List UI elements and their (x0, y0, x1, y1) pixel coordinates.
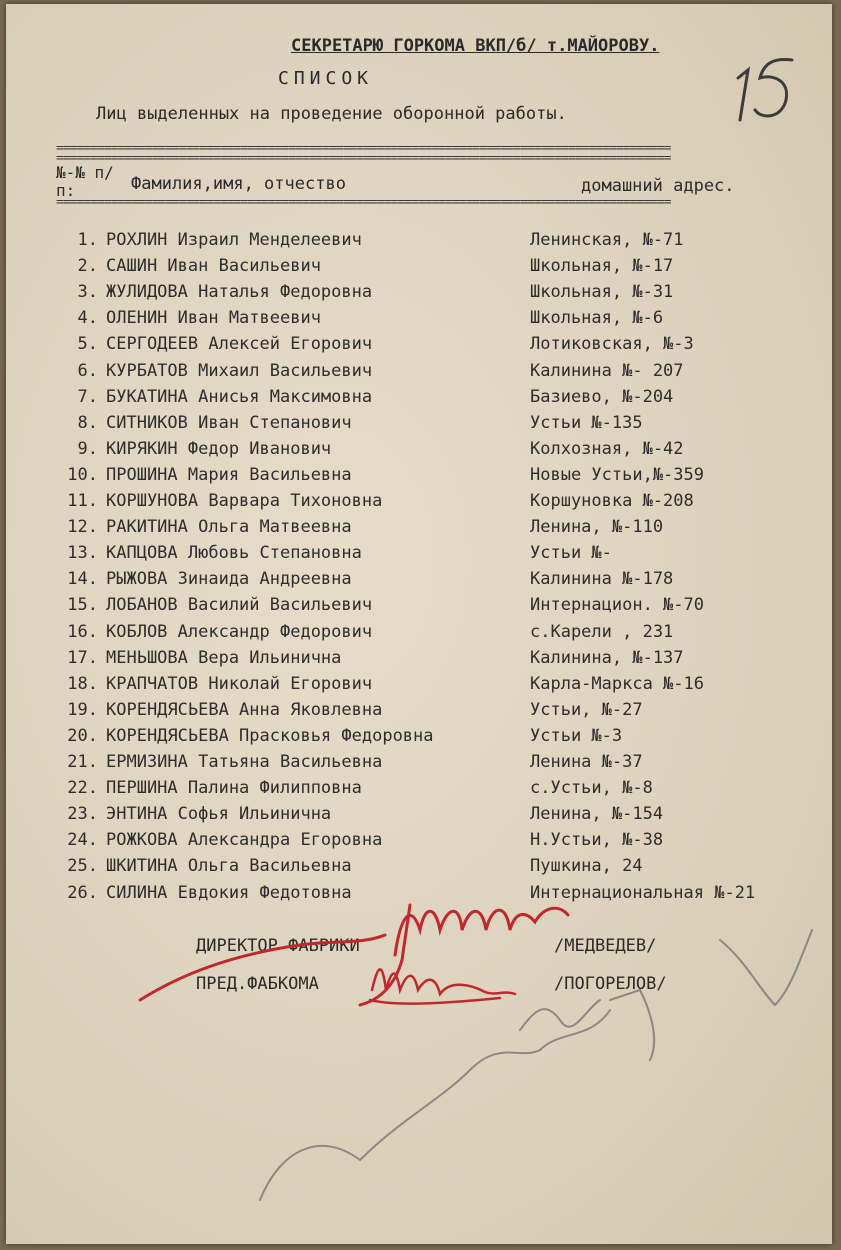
row-number: 3. (77, 282, 98, 303)
list-item (6, 543, 832, 569)
home-address: Пушкина, 24 (530, 856, 643, 877)
document-subtitle: Лиц выделенных на проведение оборонной работы. (96, 104, 567, 124)
person-name: КАПЦОВА Любовь Степановна (106, 543, 362, 564)
home-address: Калинина №-178 (530, 569, 674, 590)
person-name: ПЕРШИНА Палина Филипповна (106, 778, 362, 799)
list-item (6, 387, 832, 413)
row-number: 25. (67, 856, 98, 877)
home-address: Ленинская, №-71 (530, 230, 684, 250)
list-item (6, 308, 832, 334)
list-item (6, 413, 832, 439)
home-address: с.Карели , 231 (530, 621, 674, 642)
person-name: КОРЕНДЯСЬЕВА Прасковья Федоровна (106, 725, 434, 746)
list-item (6, 622, 832, 648)
person-name: ЛОБАНОВ Василий Васильевич (106, 595, 373, 616)
person-name: СИЛИНА Евдокия Федотовна (106, 882, 352, 903)
home-address: Школьная, №-6 (530, 308, 664, 329)
row-number: 5. (77, 334, 98, 355)
person-name: КОБЛОВ Александр Федорович (106, 621, 373, 642)
list-item (6, 361, 832, 387)
row-number: 11. (67, 491, 98, 511)
person-name: КОРЕНДЯСЬЕВА Анна Яковлевна (106, 699, 383, 720)
column-header-number: №-№ п/п: (56, 163, 114, 200)
row-number: 9. (77, 438, 98, 459)
list-item (6, 569, 832, 595)
column-header-address: домашний адрес. (581, 176, 735, 196)
committee-title: ПРЕД.ФАБКОМА (196, 974, 319, 994)
list-item (6, 804, 832, 830)
home-address: с.Устьи, №-8 (530, 778, 653, 799)
home-address: Коршуновка №-208 (530, 491, 694, 511)
list-item (6, 648, 832, 674)
person-name: ОЛЕНИН Иван Матвеевич (106, 308, 321, 329)
row-number: 10. (67, 464, 98, 485)
person-name: ШКИТИНА Ольга Васильевна (106, 856, 352, 877)
home-address: Колхозная, №-42 (530, 438, 684, 459)
list-item (6, 883, 832, 909)
person-name: КИРЯКИН Федор Иванович (106, 438, 332, 459)
home-address: Н.Устьи, №-38 (530, 830, 664, 851)
home-address: Устьи №- (530, 543, 612, 564)
addressee-line: СЕКРЕТАРЮ ГОРКОМА ВКП/б/ т.МАЙОРОВУ. (291, 36, 660, 56)
home-address: Школьная, №-31 (530, 282, 674, 303)
person-name: СИТНИКОВ Иван Степанович (106, 412, 352, 433)
home-address: Калинина №- 207 (530, 360, 684, 381)
list-item (6, 439, 832, 465)
row-number: 2. (77, 256, 98, 277)
list-item (6, 256, 832, 282)
home-address: Новые Устьи,№-359 (530, 464, 704, 485)
row-number: 21. (67, 752, 98, 772)
home-address: Устьи №-3 (530, 725, 623, 746)
row-number: 15. (67, 595, 98, 616)
person-name: РАКИТИНА Ольга Матвеевна (106, 517, 352, 538)
person-name: САШИН Иван Васильевич (106, 256, 321, 277)
person-name: СЕРГОДЕЕВ Алексей Егорович (106, 334, 373, 355)
person-name: ЖУЛИДОВА Наталья Федоровна (106, 282, 373, 303)
list-item (6, 674, 832, 700)
person-name: ПРОШИНА Мария Васильевна (106, 464, 352, 485)
row-number: 6. (77, 360, 98, 381)
row-number: 18. (67, 673, 98, 694)
row-number: 8. (77, 412, 98, 433)
home-address: Ленина №-37 (530, 752, 643, 772)
double-rule-top (56, 146, 821, 151)
row-number: 24. (67, 830, 98, 851)
list-item (6, 517, 832, 543)
person-name: БУКАТИНА Анисья Максимовна (106, 386, 373, 407)
list-item (6, 752, 832, 778)
row-number: 16. (67, 621, 98, 642)
list-item (6, 230, 832, 256)
home-address: Школьная, №-17 (530, 256, 674, 277)
person-name: КОРШУНОВА Варвара Тихоновна (106, 491, 383, 511)
home-address: Устьи №-135 (530, 412, 643, 433)
list-item (6, 700, 832, 726)
list-item (6, 856, 832, 882)
list-item (6, 465, 832, 491)
person-name: РЫЖОВА Зинаида Андреевна (106, 569, 352, 590)
person-name: РОЖКОВА Александра Егоровна (106, 830, 383, 851)
list-item (6, 726, 832, 752)
row-number: 23. (67, 804, 98, 825)
document-sheet (6, 4, 832, 1244)
row-number: 13. (67, 543, 98, 564)
person-name: МЕНЬШОВА Вера Ильинична (106, 647, 342, 668)
home-address: Лотиковская, №-3 (530, 334, 694, 355)
row-number: 12. (67, 517, 98, 538)
home-address: Калинина, №-137 (530, 647, 684, 668)
director-title: ДИРЕКТОР ФАБРИКИ (196, 936, 360, 956)
list-item (6, 334, 832, 360)
committee-name: /ПОГОРЕЛОВ/ (554, 974, 667, 994)
list-item (6, 282, 832, 308)
double-rule-header (56, 200, 801, 205)
list-item (6, 830, 832, 856)
row-number: 19. (67, 699, 98, 720)
row-number: 4. (77, 308, 98, 329)
column-header-name: Фамилия,имя, отчество (131, 174, 346, 194)
home-address: Устьи, №-27 (530, 699, 643, 720)
row-number: 7. (77, 386, 98, 407)
person-name: ЕРМИЗИНА Татьяна Васильевна (106, 752, 383, 772)
list-item (6, 778, 832, 804)
list-item (6, 491, 832, 517)
person-name: КУРБАТОВ Михаил Васильевич (106, 360, 373, 381)
home-address: Карла-Маркса №-16 (530, 673, 704, 694)
person-name: КРАПЧАТОВ Николай Егорович (106, 673, 373, 694)
list-item (6, 595, 832, 621)
person-name: РОХЛИН Израил Менделеевич (106, 230, 362, 250)
row-number: 20. (67, 725, 98, 746)
person-name: ЭНТИНА Софья Ильинична (106, 804, 332, 825)
row-number: 17. (67, 647, 98, 668)
home-address: Интернациональная №-21 (530, 882, 756, 903)
document-title: СПИСОК (278, 68, 374, 89)
row-number: 26. (67, 882, 98, 903)
row-number: 22. (67, 778, 98, 799)
row-number: 1. (77, 230, 98, 250)
home-address: Ленина, №-154 (530, 804, 664, 825)
double-rule-top-2 (56, 156, 821, 161)
home-address: Базиево, №-204 (530, 386, 674, 407)
row-number: 14. (67, 569, 98, 590)
home-address: Ленина, №-110 (530, 517, 664, 538)
director-name: /МЕДВЕДЕВ/ (554, 936, 657, 956)
home-address: Интернацион. №-70 (530, 595, 704, 616)
